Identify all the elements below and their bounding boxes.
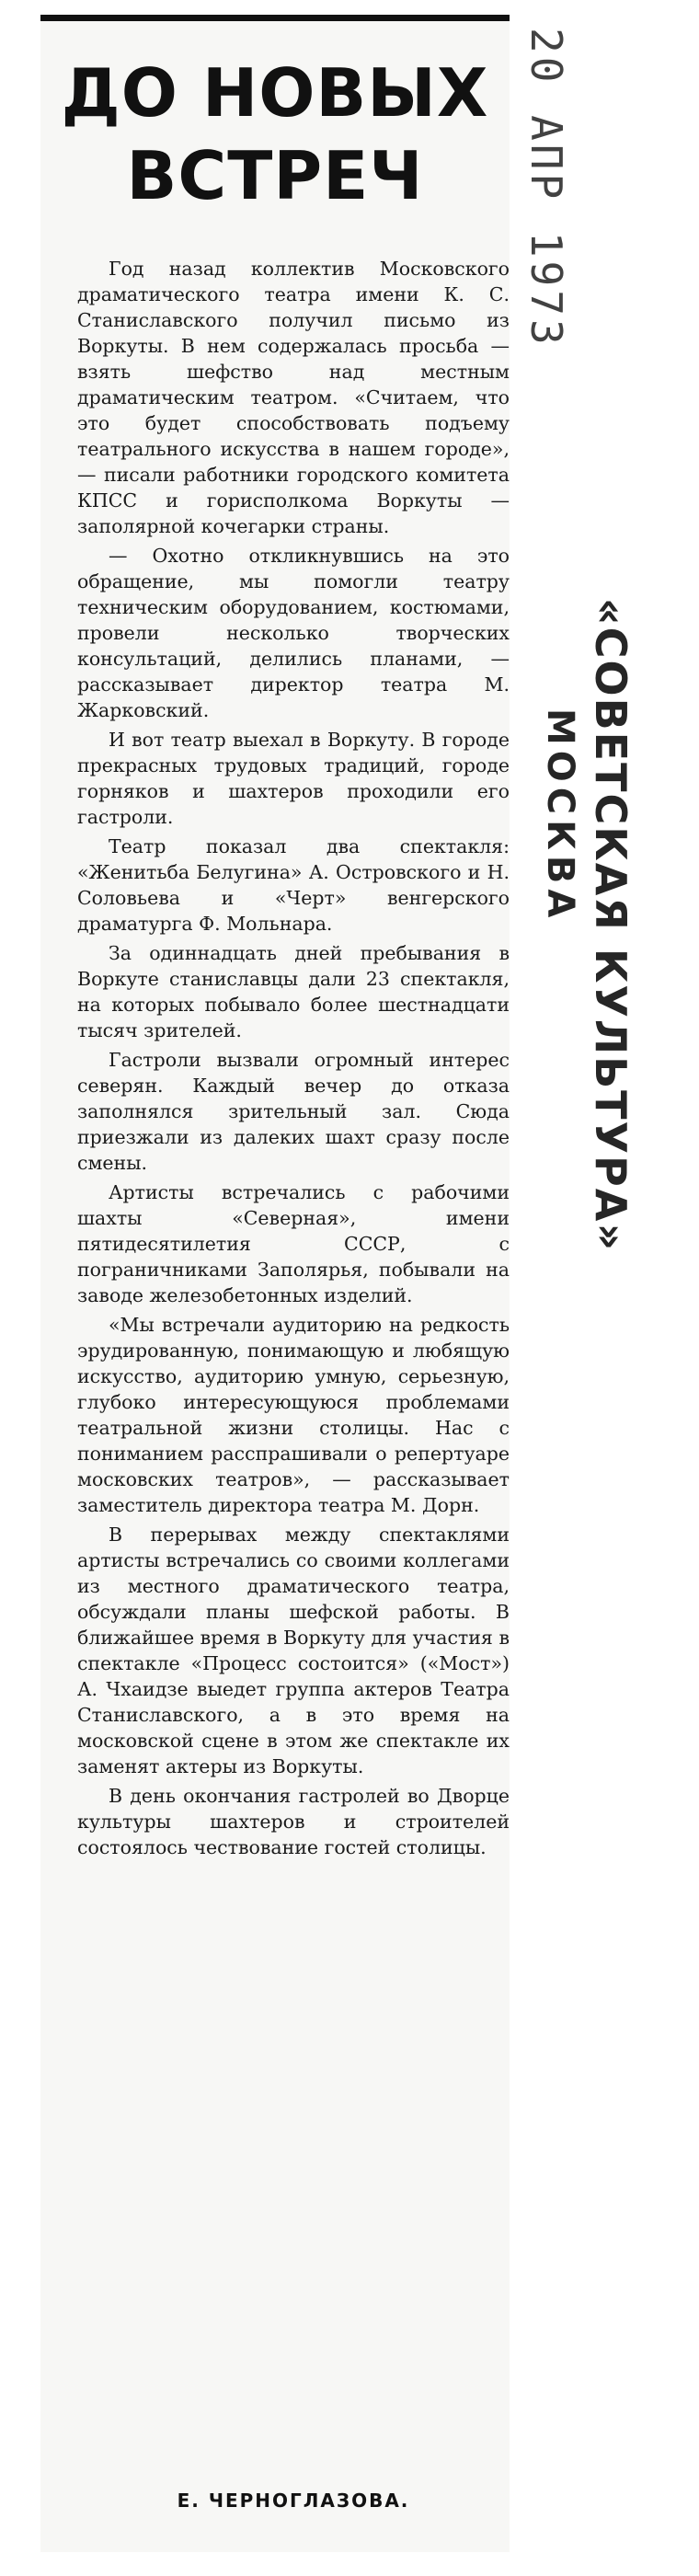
paragraph: И вот театр выехал в Воркуту. В городе прекрасных трудовых традиций, городе горняков и шахтеров проходили его гастроли.: [77, 729, 510, 828]
top-rule: [40, 15, 510, 21]
paragraph: За одиннадцать дней пребывания в Воркуте станиславцы дали 23 спектакля, на которых побывало более шестнадцати тысяч зрителей.: [77, 942, 510, 1041]
paragraph: — Охотно откликнувшись на это обращение, мы помогли театру техническим оборудованием, костюмами, провели несколько творческих консультаций, делились планами, — рассказывает директор театра М. Жарковский.: [77, 545, 510, 721]
city-stamp: МОСКВА: [539, 708, 581, 924]
paragraph: В перерывах между спектаклями артисты встречались со своими коллегами из местного драматического театра, обсуждали планы шефской работы. В ближайшее время в Воркуту для участия в спектакле «Процесс состоится» («Мост») А. Чхаидзе выедет группа актеров Театра Станиславского, а в это время на московской сцене в этом же спектакле их заменят актеры из Воркуты.: [77, 1524, 510, 1777]
newspaper-clipping: [40, 15, 510, 2552]
paragraph: Театр показал два спектакля: «Женитьба Белугина» А. Островского и Н. Соловьева и «Черт» венгерского драматурга Ф. Мольнара.: [77, 835, 510, 935]
paragraph: Год назад коллектив Московского драматического театра имени К. С. Станиславского получил письмо из Воркуты. В нем содержалась просьба — взять шефство над местным драматическим театром. «Считаем, что это будет способствовать подъему театрального искусства в нашем городе»,— писали работники городского комитета КПСС и горисполкома Воркуты — заполярной кочегарки страны.: [77, 258, 510, 537]
author-signature: Е. ЧЕРНОГЛАЗОВА.: [177, 2490, 410, 2512]
article-body: [77, 256, 510, 1864]
headline-line-1: ДО НОВЫХ: [61, 54, 489, 132]
date-stamp: 20 АПР 1973: [521, 28, 571, 349]
headline-line-2: ВСТРЕЧ: [126, 137, 424, 214]
paragraph: В день окончания гастролей во Дворце культуры шахтеров и строителей состоялось чествование гостей столицы.: [77, 1785, 510, 1858]
paragraph: Гастроли вызвали огромный интерес северян. Каждый вечер до отказа заполнялся зрительный зал. Сюда приезжали из далеких шахт сразу после смены.: [77, 1049, 510, 1174]
article-headline: [40, 52, 510, 217]
newspaper-name-stamp: «СОВЕТСКАЯ КУЛЬТУРА»: [586, 598, 636, 1253]
paragraph: Артисты встречались с рабочими шахты «Северная», имени пятидесятилетия СССР, с пограничниками Заполярья, побывали на заводе железобетонных изделий.: [77, 1181, 510, 1306]
paragraph: «Мы встречали аудиторию на редкость эрудированную, понимающую и любящую искусство, аудиторию умную, серьезную, глубоко интересующуюся проблемами театральной жизни столицы. Нас с пониманием расспрашивали о репертуаре московских театров», — рассказывает заместитель директора театра М. Дорн.: [77, 1314, 510, 1516]
